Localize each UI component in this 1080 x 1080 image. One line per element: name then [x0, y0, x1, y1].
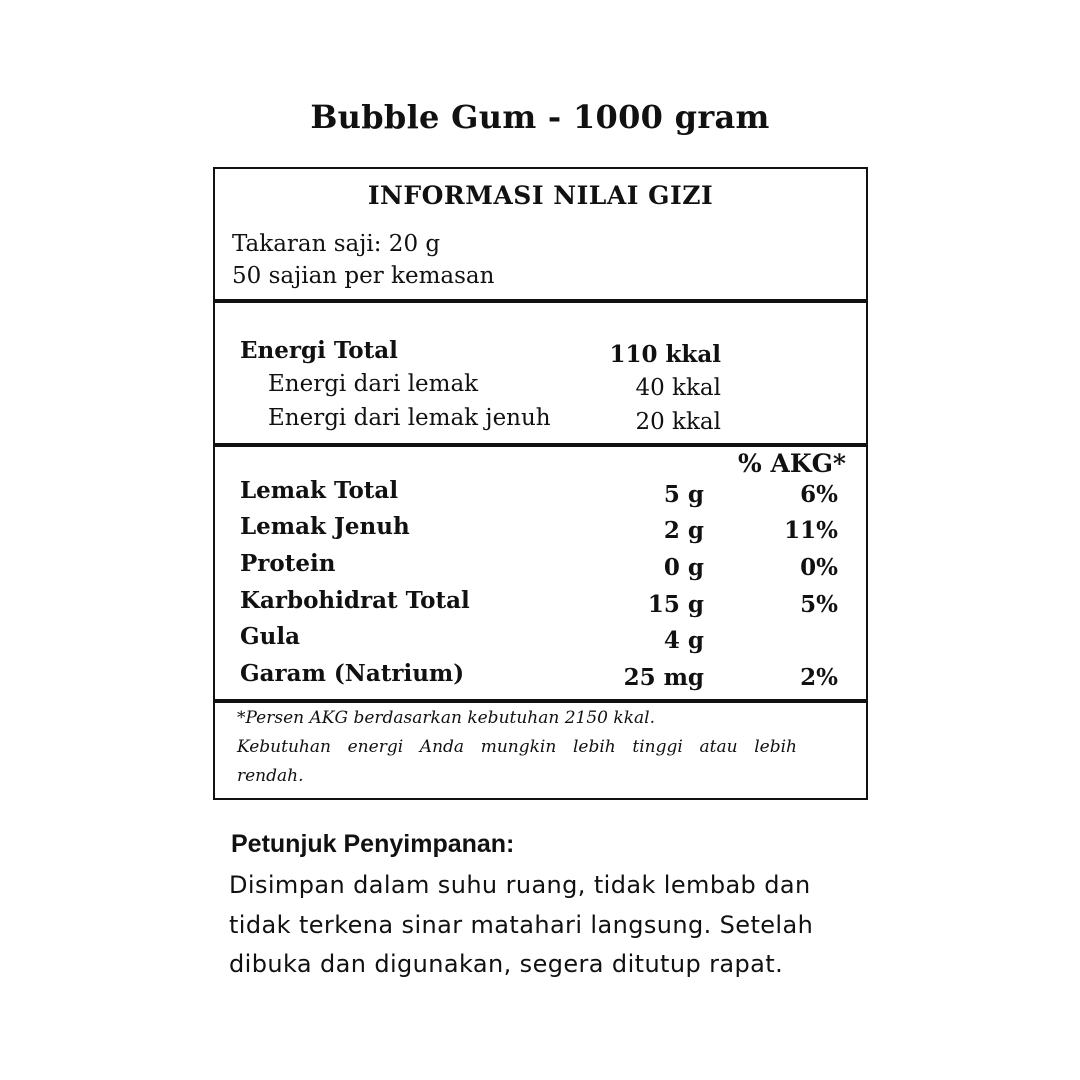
nutrient-akg: 5% — [800, 591, 838, 618]
nutrient-row — [215, 477, 866, 511]
nutrient-label: Protein — [240, 550, 336, 577]
nutrient-akg: 0% — [800, 554, 838, 581]
nutrient-row — [215, 660, 866, 694]
nutrient-label: Gula — [240, 623, 301, 650]
nutrient-row — [215, 550, 866, 584]
storage-line: dibuka dan digunakan, segera ditutup rapat. — [229, 950, 784, 978]
energy-label: Energi dari lemak — [268, 371, 479, 397]
divider-middle — [215, 443, 866, 447]
storage-line: Disimpan dalam suhu ruang, tidak lembab dan — [229, 871, 811, 899]
nutrient-row — [215, 513, 866, 547]
nutrient-amount: 5 g — [663, 481, 704, 508]
nutrient-label: Karbohidrat Total — [240, 587, 470, 614]
nutrient-row — [215, 623, 866, 657]
nutrition-facts-panel — [213, 167, 868, 800]
footnote-line: *Persen AKG berdasarkan kebutuhan 2150 kkal. — [237, 708, 655, 728]
energy-amount: 20 kkal — [635, 409, 721, 435]
nutrient-akg: 11% — [784, 517, 838, 544]
nutrient-amount: 0 g — [663, 554, 704, 581]
storage-title: Petunjuk Penyimpanan: — [231, 830, 515, 858]
servings-per-pack: 50 sajian per kemasan — [232, 263, 495, 289]
energy-amount: 40 kkal — [635, 375, 721, 401]
footnote-line: Kebutuhan energi Anda mungkin lebih tinggi atau lebih — [237, 737, 797, 757]
divider-top — [215, 299, 866, 303]
storage-instructions — [229, 866, 869, 985]
nutrient-amount: 15 g — [647, 591, 704, 618]
nutrient-akg: 2% — [800, 664, 838, 691]
energy-amount: 110 kkal — [609, 341, 721, 368]
storage-line: tidak terkena sinar matahari langsung. Setelah — [229, 910, 814, 939]
energy-label: Energi Total — [240, 337, 398, 364]
energy-row-saturated-fat — [215, 405, 866, 439]
nutrient-row — [215, 587, 866, 621]
panel-heading: INFORMASI NILAI GIZI — [367, 181, 714, 210]
nutrient-amount: 25 mg — [623, 664, 704, 691]
nutrient-label: Garam (Natrium) — [240, 660, 465, 687]
energy-row-fat — [215, 371, 866, 405]
energy-label: Energi dari lemak jenuh — [268, 405, 551, 431]
nutrient-akg: 6% — [800, 481, 838, 508]
footnote-line: rendah. — [237, 766, 304, 786]
product-title: Bubble Gum - 1000 gram — [310, 98, 770, 136]
energy-row-total — [215, 337, 866, 371]
nutrient-label: Lemak Jenuh — [240, 513, 410, 540]
nutrient-label: Lemak Total — [240, 477, 399, 504]
serving-size: Takaran saji: 20 g — [232, 231, 441, 257]
nutrient-amount: 4 g — [663, 627, 704, 654]
akg-header: % AKG* — [737, 449, 846, 478]
divider-bottom — [215, 699, 866, 703]
nutrient-amount: 2 g — [663, 517, 704, 544]
